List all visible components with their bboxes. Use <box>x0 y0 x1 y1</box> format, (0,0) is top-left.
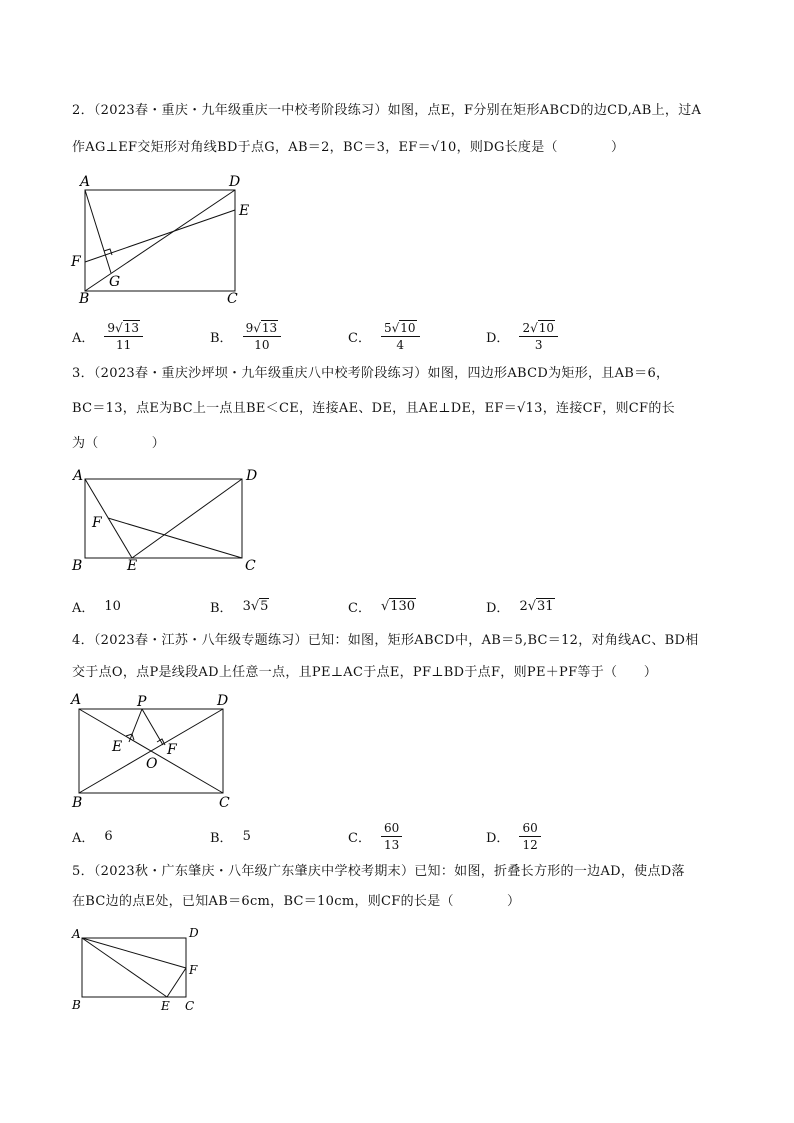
q4-label-f: F <box>167 742 177 758</box>
q5-figure <box>66 922 216 1014</box>
q5-label-a: A <box>72 927 81 941</box>
q4-figure <box>66 690 256 812</box>
q3-label-a: A <box>73 468 84 484</box>
q4-line1: 4．（2023春・江苏・八年级专题练习）已知：如图，矩形ABCD中，AB＝5,BC＝12，对角线AC、BD相 <box>72 633 699 648</box>
q2-line1: 2．（2023春・重庆・九年级重庆一中校考阶段练习）如图，点E，F分别在矩形ABCD的边CD,AB上，过A <box>72 103 702 118</box>
q3-label-d: D <box>246 468 258 484</box>
q4-option-b[interactable]: B． 5 <box>210 828 251 846</box>
q4-option-a[interactable]: A． 6 <box>72 828 113 846</box>
q3-label-f: F <box>92 515 102 531</box>
q5-line2: 在BC边的点E处，已知AB＝6cm，BC＝10cm，则CF的长是（ ） <box>72 894 521 909</box>
q3-options <box>72 586 732 626</box>
q2-option-b[interactable]: B． $\frac{9√13}{10}$ <box>210 316 281 356</box>
q2-label-c: C <box>227 291 238 307</box>
q2-label-a: A <box>80 174 91 190</box>
q2-label-g: G <box>109 274 121 290</box>
q4-label-o: O <box>146 756 158 772</box>
q4-label-c: C <box>219 795 230 811</box>
q5-line1: 5．（2023秋・广东肇庆・八年级广东肇庆中学校考期末）已知：如图，折叠长方形的一边AD，使点D落 <box>72 864 685 879</box>
q3-label-b: B <box>72 558 83 574</box>
q2-option-d[interactable]: D． $\frac{2√10}{3}$ <box>486 316 558 356</box>
q4-option-d[interactable]: D． $\frac{60}{12}$ <box>486 816 541 856</box>
q5-label-b: B <box>72 998 81 1012</box>
q3-line1: 3．（2023春・重庆沙坪坝・九年级重庆八中校考阶段练习）如图，四边形ABCD为矩形，且AB＝6， <box>72 366 670 381</box>
q2-label-e: E <box>239 203 250 219</box>
q2-label-d: D <box>229 174 241 190</box>
q4-label-e: E <box>112 739 123 755</box>
q4-label-d: D <box>217 693 229 709</box>
q2-label-b: B <box>79 291 90 307</box>
q3-line3: 为（ ） <box>72 436 166 451</box>
q2-option-c[interactable]: C． $\frac{5√10}{4}$ <box>348 316 420 356</box>
q3-option-a[interactable]: A． 10 <box>72 598 121 616</box>
q2-label-f: F <box>71 254 81 270</box>
q2-figure <box>66 170 266 307</box>
q3-label-c: C <box>245 558 256 574</box>
q4-options <box>72 816 732 856</box>
q4-line2: 交于点O，点P是线段AD上任意一点，且PE⊥AC于点E，PF⊥BD于点F，则PE＋PF等于（ ） <box>72 665 658 680</box>
q2-line2: 作AG⊥EF交矩形对角线BD于点G，AB＝2，BC＝3，EF＝√10，则DG长度是（ ） <box>72 140 625 155</box>
q5-label-e: E <box>161 999 170 1013</box>
q4-label-p: P <box>137 694 147 710</box>
q5-label-f: F <box>189 963 198 977</box>
q3-option-c[interactable]: C． √130 <box>348 598 416 616</box>
q2-options <box>72 316 732 356</box>
q4-option-c[interactable]: C． $\frac{60}{13}$ <box>348 816 402 856</box>
q4-label-b: B <box>72 795 83 811</box>
q3-figure <box>66 464 266 582</box>
q3-option-d[interactable]: D． 2√31 <box>486 598 554 616</box>
q3-option-b[interactable]: B． 3√5 <box>210 598 269 616</box>
q3-label-e: E <box>127 558 138 574</box>
q4-label-a: A <box>71 692 82 708</box>
q3-line2: BC＝13，点E为BC上一点且BE＜CE，连接AE、DE，且AE⊥DE，EF＝√13，连接CF，则CF的长 <box>72 401 675 416</box>
q2-option-a[interactable]: A． $\frac{9√13}{11}$ <box>72 316 143 356</box>
q5-label-c: C <box>185 999 195 1013</box>
q5-label-d: D <box>189 926 199 940</box>
